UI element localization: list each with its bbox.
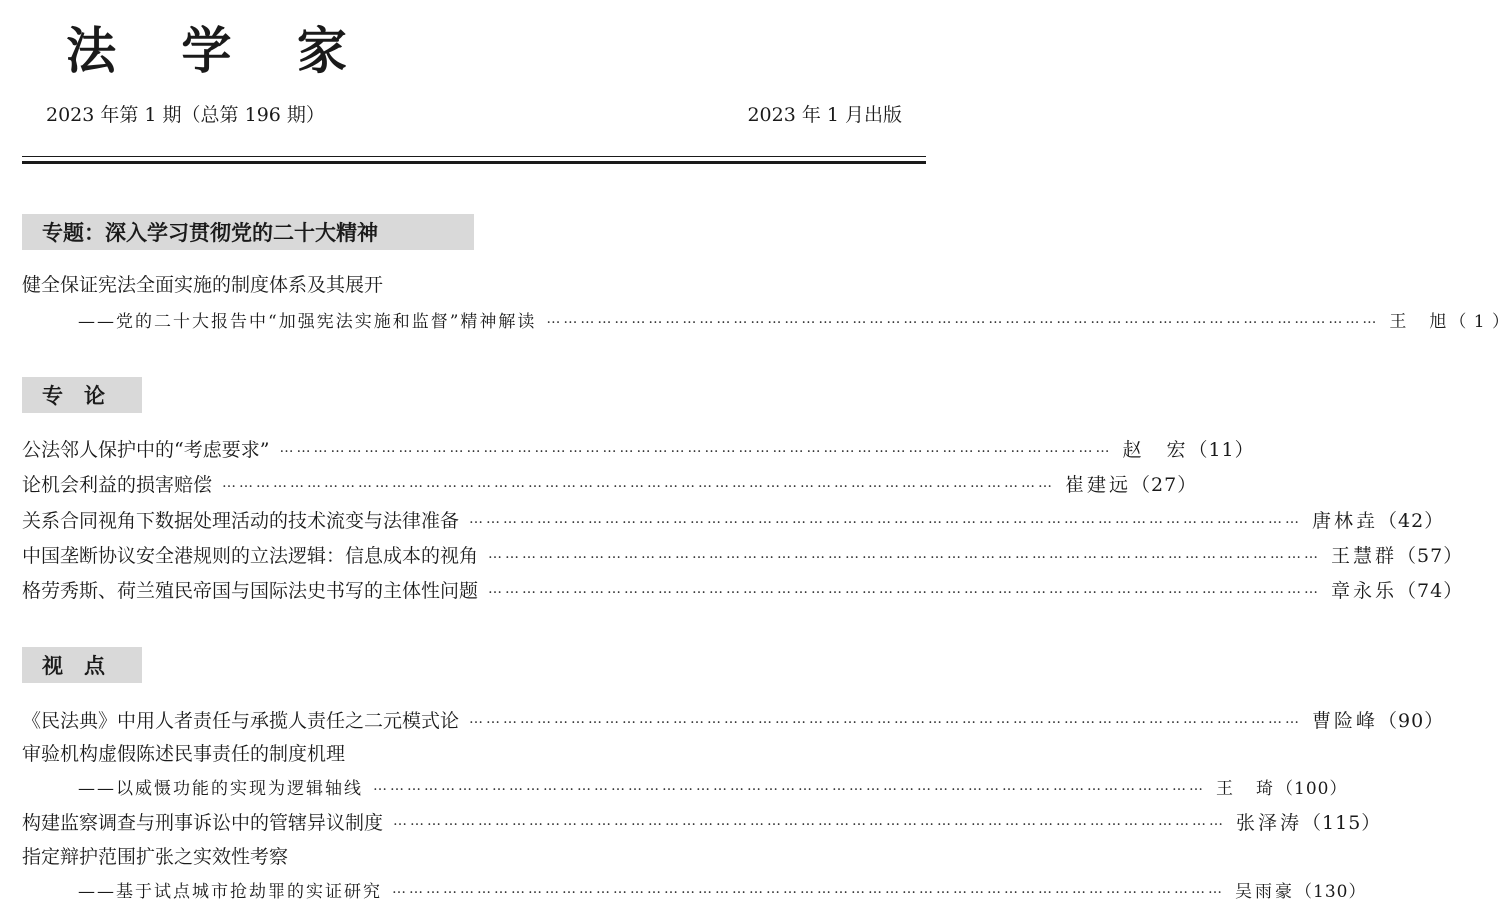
- entry-title: 格劳秀斯、荷兰殖民帝国与国际法史书写的主体性问题: [22, 579, 479, 602]
- entry-page: （90）: [1378, 709, 1445, 732]
- entry-author: 王 琦: [1216, 778, 1276, 799]
- publication-info: 2023 年 1 月出版: [747, 104, 902, 126]
- section-header-monograph: 专 论: [22, 377, 142, 413]
- entry-subtitle: ——以威慑功能的实现为逻辑轴线: [78, 778, 363, 799]
- entry-page: （11）: [1188, 438, 1255, 461]
- entry-author: 王慧群: [1331, 544, 1398, 567]
- entry-page: （42）: [1378, 509, 1445, 532]
- entry-title: 中国垄断协议安全港规则的立法逻辑：信息成本的视角: [22, 544, 479, 567]
- entry-author: 曹险峰: [1312, 709, 1379, 732]
- entry-page: （100）: [1276, 778, 1348, 799]
- toc-title-line[interactable]: [22, 842, 288, 868]
- entry-title: 关系合同视角下数据处理活动的技术流变与法律准备: [22, 509, 460, 532]
- leader-dots: …………………………………………………………………………………………………………………………………: [279, 440, 1113, 456]
- entry-author: 崔建远: [1065, 473, 1132, 496]
- entry-page: （115）: [1302, 811, 1382, 834]
- toc-entry[interactable]: [22, 506, 1445, 532]
- leader-dots: …………………………………………………………………………………………………………………………………: [546, 311, 1380, 327]
- toc-entry[interactable]: [22, 541, 1464, 567]
- leader-dots: …………………………………………………………………………………………………………………………………: [222, 475, 1056, 491]
- toc-entry[interactable]: [22, 470, 1198, 496]
- leader-dots: …………………………………………………………………………………………………………………………………: [488, 581, 1322, 597]
- toc-entry[interactable]: [22, 706, 1445, 732]
- entry-author: 张泽涛: [1236, 811, 1303, 834]
- leader-dots: …………………………………………………………………………………………………………………………………: [469, 711, 1303, 727]
- entry-title: 《民法典》中用人者责任与承揽人责任之二元模式论: [22, 709, 460, 732]
- entry-subtitle: ——党的二十大报告中“加强宪法实施和监督”精神解读: [78, 311, 537, 332]
- toc-entry[interactable]: [22, 773, 1348, 799]
- issue-info: 2023 年第 1 期（总第 196 期）: [46, 104, 325, 126]
- toc-entry[interactable]: [22, 306, 1510, 332]
- section-header-special-topic: 专题：深入学习贯彻党的二十大精神: [22, 214, 474, 250]
- toc-title-line[interactable]: [22, 270, 383, 296]
- entry-page: （74）: [1397, 579, 1464, 602]
- toc-entry[interactable]: [22, 576, 1464, 602]
- leader-dots: …………………………………………………………………………………………………………………………………: [393, 813, 1227, 829]
- leader-dots: …………………………………………………………………………………………………………………………………: [488, 546, 1322, 562]
- leader-dots: …………………………………………………………………………………………………………………………………: [392, 881, 1225, 897]
- entry-author: 唐林垚: [1312, 509, 1379, 532]
- entry-title: 构建监察调查与刑事诉讼中的管辖异议制度: [22, 811, 384, 834]
- entry-title: 审验机构虚假陈述民事责任的制度机理: [22, 742, 346, 765]
- entry-title: 指定辩护范围扩张之实效性考察: [22, 845, 289, 868]
- journal-title: 法 学 家: [66, 22, 371, 80]
- toc-title-line[interactable]: [22, 739, 345, 765]
- entry-page: （57）: [1397, 544, 1464, 567]
- header-rule-thick: [22, 161, 926, 164]
- entry-page: （ 1 ）: [1449, 311, 1510, 332]
- entry-title: 论机会利益的损害赔偿: [22, 473, 213, 496]
- header-rule-thin: [22, 156, 926, 157]
- toc-entry[interactable]: [22, 876, 1367, 902]
- entry-author: 章永乐: [1331, 579, 1398, 602]
- entry-page: （130）: [1295, 881, 1367, 902]
- entry-author: 赵 宏: [1122, 438, 1189, 461]
- leader-dots: …………………………………………………………………………………………………………………………………: [469, 511, 1303, 527]
- entry-title: 公法邻人保护中的“考虑要求”: [22, 438, 270, 461]
- section-header-viewpoint: 视 点: [22, 647, 142, 683]
- entry-subtitle: ——基于试点城市抢劫罪的实证研究: [78, 881, 382, 902]
- leader-dots: …………………………………………………………………………………………………………………………………: [373, 778, 1206, 794]
- toc-entry[interactable]: [22, 435, 1255, 461]
- entry-title: 健全保证宪法全面实施的制度体系及其展开: [22, 273, 384, 296]
- entry-author: 吴雨豪: [1235, 881, 1295, 902]
- entry-page: （27）: [1131, 473, 1198, 496]
- toc-entry[interactable]: [22, 808, 1382, 834]
- entry-author: 王 旭: [1389, 311, 1450, 332]
